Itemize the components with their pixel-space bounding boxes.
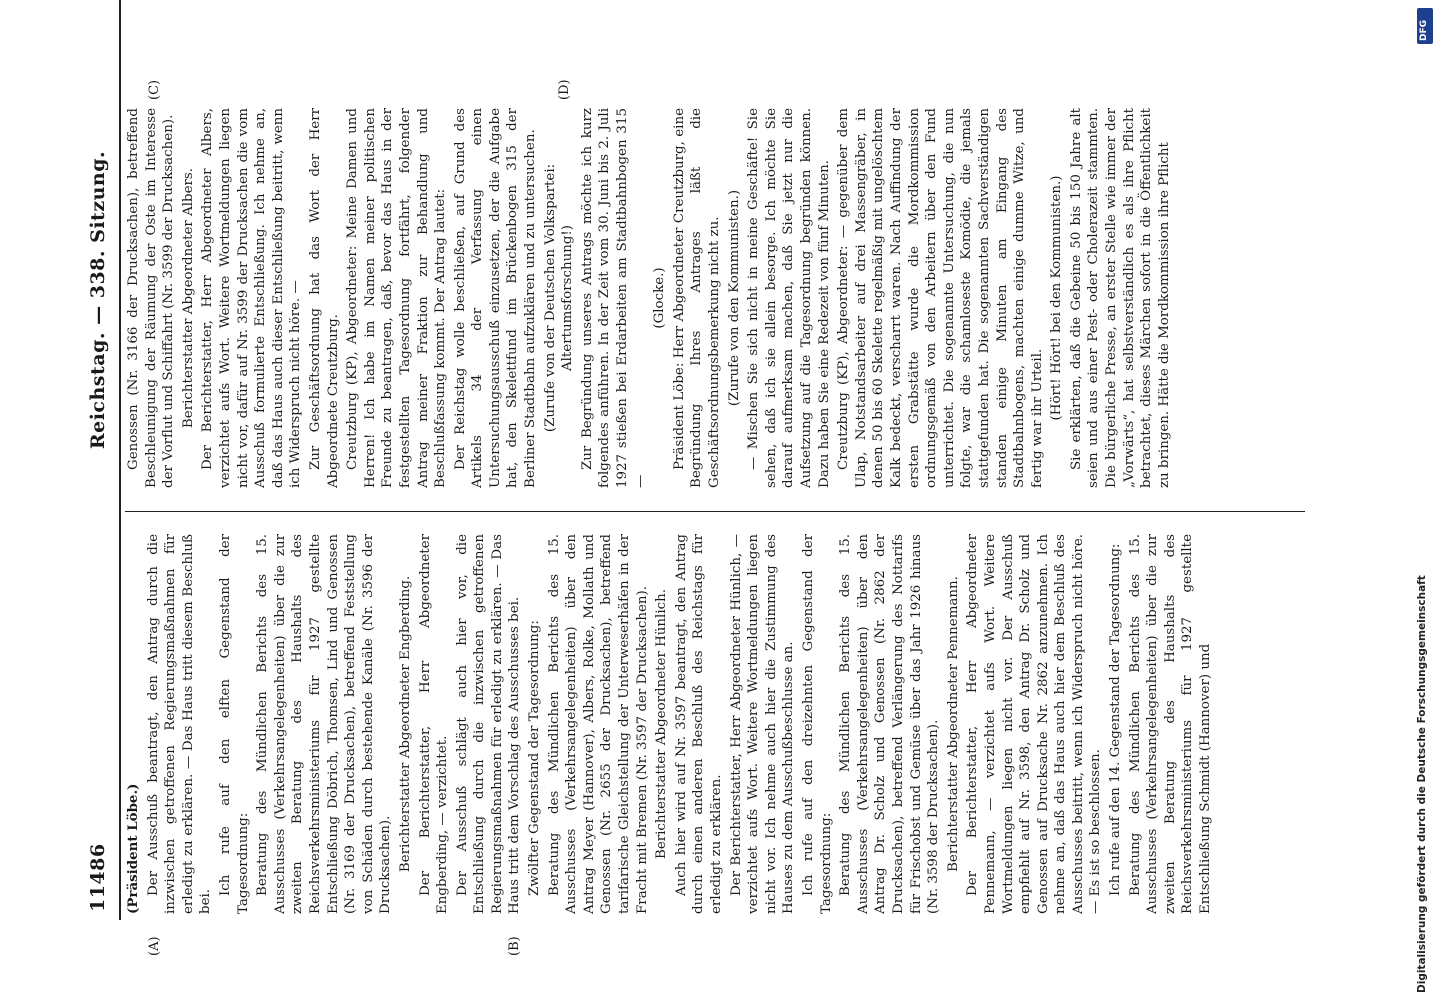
paragraph: (Zurufe von den Kommunisten.) xyxy=(726,189,742,407)
paragraph: Ich rufe auf den dreizehnten Gegenstand der Tagesordnung: xyxy=(800,534,834,914)
paragraph: Zwölfter Gegenstand der Tagesordnung: xyxy=(527,620,543,896)
paragraph: Beratung des Mündlichen Berichts des 15. Ausschusses (Verkehrsangelegenheiten) über die zur zweiten Beratung des Haushalts des Reichsverkehrsministeriums für 1927 gestellte Entschließung Schmidt (Hannover) und xyxy=(1127,534,1214,914)
paragraph: Der Berichterstatter, Herr Abgeordneter Hünlich, — verzichtet aufs Wort. Weitere Wortmeldungen liegen nicht vor. Ich nehme auch hier die Zustimmung des Hauses zu dem Ausschußbeschlusse an. xyxy=(728,534,797,914)
page-header xyxy=(77,0,117,920)
dfg-logo-icon: DFG xyxy=(1417,8,1433,44)
margin-mark-c: (C) xyxy=(147,79,162,100)
paragraph: (Glocke.) xyxy=(652,267,668,329)
paragraph: Berichterstatter Abgeordneter Hünlich. xyxy=(654,588,670,860)
paragraph: Creutzburg (KP), Abgeordneter: Meine Damen und Herren! Ich habe im Namen meiner politischen Freunde zu beantragen, daß, bevor das Haus in der festgestellten Tagesordnung fortfährt, folgender Antrag meiner Fraktion zur Behandlung und Beschlußfassung kommt. Der Antrag lautet: xyxy=(345,108,449,488)
paragraph: Sie erklärten, daß die Gebeine 50 bis 150 Jahre alt seien und aus einer Pest- oder Cholerazeit stammten. Die bürgerliche Presse, an erster Stelle wie immer der „Vorwärts“, hat selbstverständlich es als ihre Pflicht betrachtet, dieses Märchen sofort in die Öffentlichkeit zu bringen. Hätte die Mordkommission ihre Pflicht xyxy=(1068,108,1172,488)
paragraph: Beratung des Mündlichen Berichts des 15. Ausschusses (Verkehrsangelegenheiten) über die zur zweiten Beratung des Haushalts des Reichsverkehrsministeriums für 1927 gestellte Entschließung Döbrich, Thomsen, Lind und Genossen (Nr. 3169 der Drucksachen), betreffend Feststellung von Schäden durch bestehende Kanäle (Nr. 3596 der Drucksachen). xyxy=(255,534,394,914)
paragraph: Creutzburg (KP), Abgeordneter: — gegenüber dem Ulap, Notstandsarbeiter auf drei Massengräber, in denen 50 bis 60 Skelette regelmäßig mit ungelöschtem Kalk bedeckt, verscharrt waren. Nach Auffindung der ersten Grabstätte wurde die Mordkommission ordnungsgemäß von den Arbeitern über den Fund unterrichtet. Die sogenannte Untersuchung, die nun folgte, war die schamloseste Komödie, die jemals stattgefunden hat. Die sogenannten Sachverständigen standen einige Minuten am Eingang des Stadtbahnbogens, machten einige dumme Witze, und fertig war ihr Urteil. xyxy=(836,108,1045,488)
paragraph: Ich rufe auf den elften Gegenstand der Tagesordnung: xyxy=(217,534,251,914)
paragraph: Der Ausschuß schlägt auch hier vor, die Entschließung durch die inzwischen getroffenen Regierungsmaßnahmen für erledigt zu erklären. — Das Haus tritt dem Vorschlag des Ausschusses bei. xyxy=(454,534,523,914)
paragraph: Der Berichterstatter, Herr Abgeordneter Albers, verzichtet aufs Wort. Weitere Wortmeldungen liegen nicht vor, dafür auf Nr. 3599 der Drucksachen die vom Ausschuß formulierte Entschließung. Ich nehme an, daß das Haus auch dieser Entschließung beitritt, wenn ich Widerspruch nicht höre. — xyxy=(200,108,304,488)
margin-mark-b: (B) xyxy=(507,936,522,956)
paragraph: Berichterstatter Abgeordneter Pennemann. xyxy=(945,576,961,872)
paragraph: Der Berichterstatter, Herr Abgeordneter Engberding, — verzichtet. xyxy=(417,534,451,914)
paragraph: Beratung des Mündlichen Berichts des 15. Ausschusses (Verkehrsangelegenheiten) über den Antrag Meyer (Hannover), Albers, Rolke, Mollath und Genossen (Nr. 2655 der Drucksachen), betreffend tarifarische Gleichstellung der Unterweserhäfen in der Fracht mit Bremen (Nr. 3597 der Drucksachen). xyxy=(546,534,650,914)
paragraph: Berichterstatter Abgeordneter Albers. xyxy=(180,167,196,429)
margin-mark-d: (D) xyxy=(557,79,572,100)
paragraph: — Mischen Sie sich nicht in meine Geschäfte! Sie sehen, daß ich sie allein besorge. Ich möchte Sie darauf aufmerksam machen, daß Sie jetzt nur die Aufsetzung auf die Tagesordnung begründen können. Dazu haben Sie eine Redezeit von fünf Minuten. xyxy=(746,108,832,488)
digitization-note xyxy=(1416,8,1434,993)
paragraph: Genossen (Nr. 3166 der Drucksachen), betreffend Beschleunigung der Räumung der Oste im Interesse der Vorflut und Schiffahrt (Nr. 3599 der Drucksachen). xyxy=(126,108,177,488)
paragraph: Der Reichstag wolle beschließen, auf Grund des Artikels 34 der Verfassung einen Untersuchungsausschuß einzusetzen, der die Aufgabe hat, den Skelettfund im Brückenbogen 315 der Berliner Stadtbahn aufzuklären und zu untersuchen. xyxy=(452,108,539,488)
page-number: 11486 xyxy=(87,843,109,912)
paragraph: Der Berichterstatter, Herr Abgeordneter Pennemann, — verzichtet aufs Wort. Weitere Wortmeldungen liegen nicht vor. Der Ausschuß empfiehlt auf Nr. 3598, den Antrag Dr. Scholz und Genossen auf Drucksache Nr. 2862 anzunehmen. Ich nehme an, daß das Haus auch hier dem Beschluß des Ausschusses beitritt, wenn ich Widerspruch nicht höre. — Es ist so beschlossen. xyxy=(965,534,1104,914)
text-column-left xyxy=(125,534,1305,914)
text-column-right xyxy=(125,108,1305,488)
paragraph: (Zurufe von der Deutschen Volkspartei: Altertumsforschung!) xyxy=(542,163,576,433)
paragraph: (Hört! Hört! bei den Kommunisten.) xyxy=(1049,175,1065,421)
column-divider xyxy=(125,511,1305,512)
paragraph: Zur Begründung unseres Antrags möchte ich kurz folgendes anführen. In der Zeit vom 30. Juni bis 2. Juli 1927 stießen bei Erdarbeiten am Stadtbahnbogen 315 — xyxy=(579,108,648,488)
paragraph: Ich rufe auf den 14. Gegenstand der Tagesordnung: xyxy=(1108,543,1124,896)
document-page xyxy=(77,79,1317,956)
header-rule xyxy=(119,0,121,920)
paragraph: Der Ausschuß beantragt, den Antrag durch die inzwischen getroffenen Regierungsmaßnahmen für erledigt zu erklären. — Das Haus tritt diesem Beschluß bei. xyxy=(145,534,214,914)
paragraph: Beratung des Mündlichen Berichts des 15. Ausschusses (Verkehrsangelegenheiten) über den Antrag Dr. Scholz und Genossen (Nr. 2862 der Drucksachen), betreffend Verlängerung des Nottarifs für Frischobst und Gemüse über das Jahr 1926 hinaus (Nr. 3598 der Drucksachen). xyxy=(838,534,942,914)
running-head: Reichstag. — 338. Sitzung. xyxy=(87,150,109,450)
paragraph: Präsident Löbe: Herr Abgeordneter Creutzburg, eine Begründung Ihres Antrages läßt die Geschäftsordnungsbemerkung nicht zu. xyxy=(671,108,722,488)
margin-mark-a: (A) xyxy=(147,936,162,956)
paragraph: (Präsident Löbe.) xyxy=(125,783,141,914)
paragraph: Berichterstatter Abgeordneter Engberding. xyxy=(397,575,413,873)
digitization-note-text: Digitalisierung gefördert durch die Deutsche Forschungsgemeinschaft xyxy=(1416,575,1428,993)
paragraph: Auch hier wird auf Nr. 3597 beantragt, den Antrag durch einen anderen Beschluß des Reichstags für erledigt zu erklären. xyxy=(673,534,724,914)
paragraph: Zur Geschäftsordnung hat das Wort der Herr Abgeordnete Creutzburg. xyxy=(307,108,341,488)
